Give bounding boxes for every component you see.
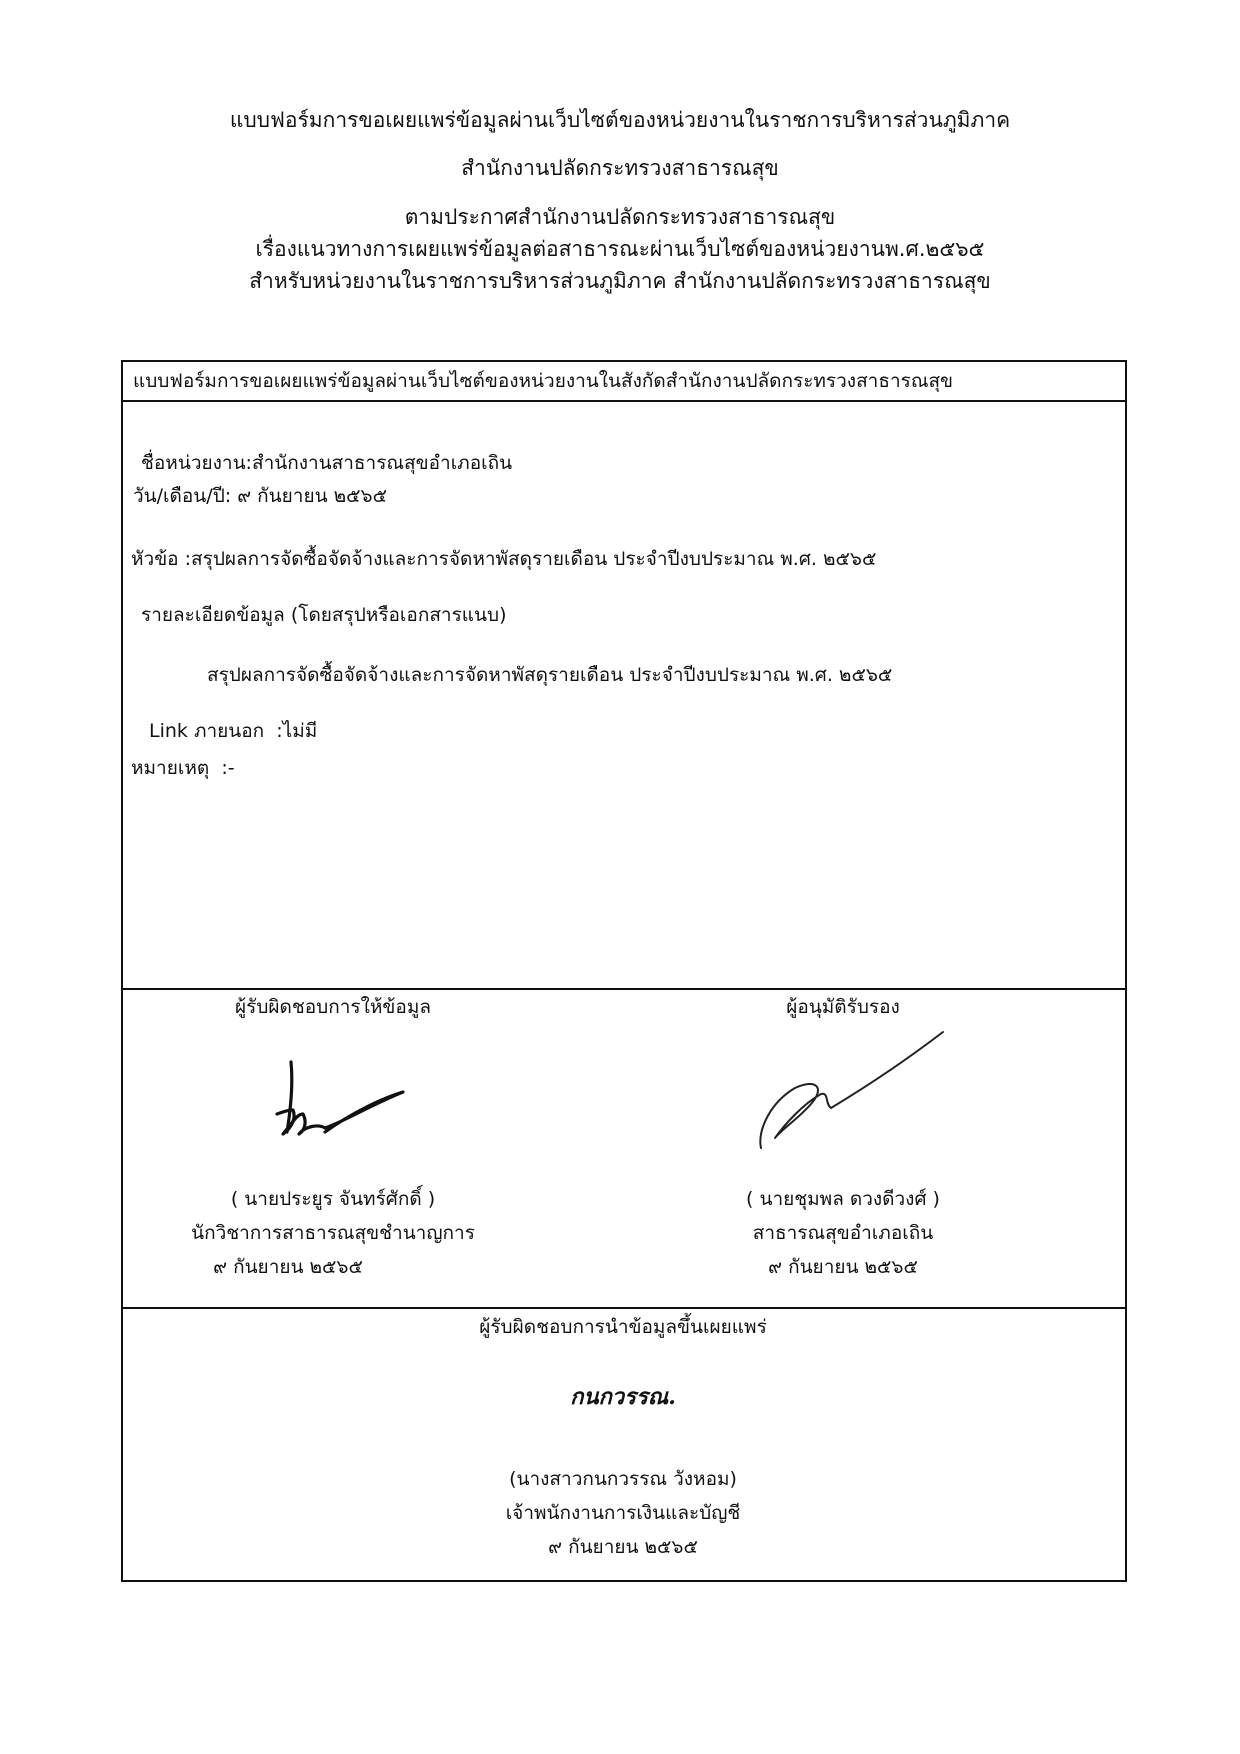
header-line-2: สำนักงานปลัดกระทรวงสาธารณสุข (461, 156, 779, 180)
link-label: Link ภายนอก (149, 720, 265, 742)
left-signer-name: ( นายประยูร จันทร์ศักดิ์ ) (230, 1188, 436, 1210)
details-label: รายละเอียดข้อมูล (โดยสรุปหรือเอกสารแนบ) (141, 604, 507, 626)
left-signer-date: ๙ กันยายน ๒๕๖๕ (213, 1256, 363, 1278)
publisher-position: เจ้าพนักงานการเงินและบัญชี (505, 1502, 741, 1524)
unit-value: สำนักงานสาธารณสุขอำเภอเถิน (251, 452, 513, 474)
note-value: :- (221, 757, 235, 779)
left-signature-image (263, 1052, 413, 1142)
publisher-signature: กนกวรรณ. (570, 1384, 676, 1410)
unit-label: ชื่อหน่วยงาน: (141, 452, 252, 474)
date-label: วัน/เดือน/ปี: (133, 485, 232, 507)
date-row (133, 483, 387, 509)
topic-row (131, 546, 876, 572)
publisher-name: (นางสาวกนกวรรณ วังหอม) (509, 1468, 737, 1490)
document-header (0, 104, 1240, 136)
topic-value: สรุปผลการจัดซื้อจัดจ้างและการจัดหาพัสดุรายเดือน ประจำปีงบประมาณ พ.ศ. ๒๕๖๕ (191, 548, 877, 570)
link-row (149, 718, 317, 744)
date-value: ๙ กันยายน ๒๕๖๕ (237, 485, 387, 507)
form-box (121, 360, 1127, 1582)
divider-signatures (123, 988, 1125, 990)
header-line-3: ตามประกาศสำนักงานปลัดกระทรวงสาธารณสุข (404, 205, 836, 229)
divider-publisher (123, 1307, 1125, 1309)
header-line-5: สำหรับหน่วยงานในราชการบริหารส่วนภูมิภาค สำนักงานปลัดกระทรวงสาธารณสุข (249, 269, 991, 293)
topic-label: หัวข้อ : (131, 548, 192, 570)
publisher-date: ๙ กันยายน ๒๕๖๕ (548, 1536, 698, 1558)
note-row (131, 755, 235, 781)
left-signer-role: ผู้รับผิดชอบการให้ข้อมูล (235, 996, 431, 1018)
left-signer-position: นักวิชาการสาธารณสุขชำนาญการ (191, 1222, 475, 1244)
right-signer-position: สาธารณสุขอำเภอเถิน (752, 1222, 934, 1244)
header-line-1: แบบฟอร์มการขอเผยแพร่ข้อมูลผ่านเว็บไซต์ของหน่วยงานในราชการบริหารส่วนภูมิภาค (229, 108, 1011, 132)
details-value: สรุปผลการจัดซื้อจัดจ้างและการจัดหาพัสดุรายเดือน ประจำปีงบประมาณ พ.ศ. ๒๕๖๕ (207, 664, 893, 686)
right-signature-image (751, 1030, 951, 1160)
divider-title (123, 400, 1125, 402)
document-header-announcement (0, 201, 1240, 297)
note-label: หมายเหตุ (131, 757, 210, 779)
form-title: แบบฟอร์มการขอเผยแพร่ข้อมูลผ่านเว็บไซต์ของหน่วยงานในสังกัดสำนักงานปลัดกระทรวงสาธารณสุข (133, 370, 954, 392)
unit-row (141, 450, 512, 476)
link-value: :ไม่มี (276, 720, 318, 742)
right-signer-name: ( นายชุมพล ดวงดีวงศ์ ) (746, 1188, 940, 1210)
header-line-4: เรื่องแนวทางการเผยแพร่ข้อมูลต่อสาธารณะผ่านเว็บไซต์ของหน่วยงานพ.ศ.๒๕๖๕ (255, 237, 985, 261)
right-signer-role: ผู้อนุมัติรับรอง (786, 996, 900, 1018)
right-signer-date: ๙ กันยายน ๒๕๖๕ (768, 1256, 918, 1278)
document-header-org (0, 152, 1240, 184)
publisher-role: ผู้รับผิดชอบการนำข้อมูลขึ้นเผยแพร่ (479, 1316, 767, 1338)
